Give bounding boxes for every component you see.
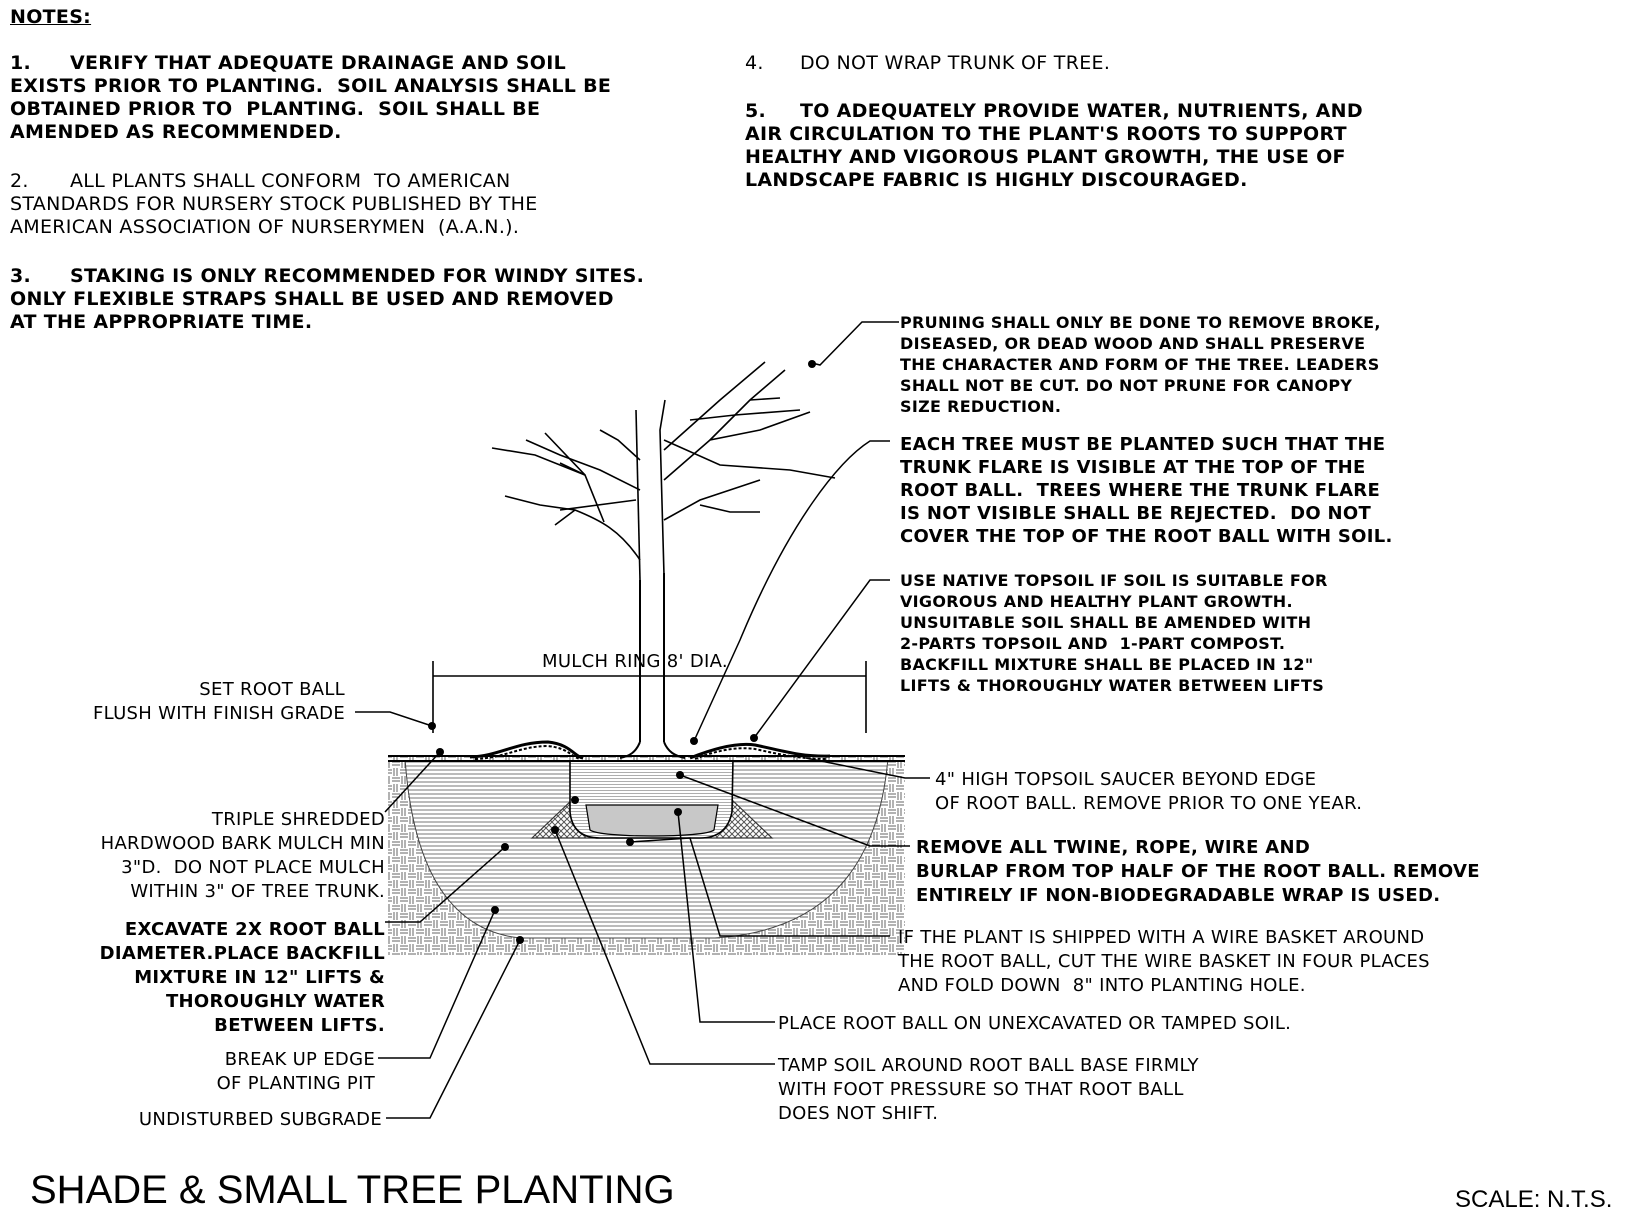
callout-line: WITHIN 3" OF TREE TRUNK. [130,881,385,902]
note-line: DO NOT WRAP TRUNK OF TREE. [800,52,1111,74]
callout-line: TAMP SOIL AROUND ROOT BALL BASE FIRMLY [778,1055,1199,1076]
callout-line: LIFTS & THOROUGHLY WATER BETWEEN LIFTS [900,676,1325,695]
callout-line: WITH FOOT PRESSURE SO THAT ROOT BALL [778,1079,1184,1100]
callout-line: BREAK UP EDGE [224,1049,375,1070]
callout-line: THE CHARACTER AND FORM OF THE TREE. LEADERS [900,355,1380,374]
note-number: 2. [10,170,29,192]
callout-line: TRIPLE SHREDDED [211,809,385,830]
callout-line: DOES NOT SHIFT. [778,1103,939,1124]
callout-line: VIGOROUS AND HEALTHY PLANT GROWTH. [900,592,1293,611]
callout-line: IF THE PLANT IS SHIPPED WITH A WIRE BASKET AROUND [898,927,1425,948]
callout-line: TRUNK FLARE IS VISIBLE AT THE TOP OF THE [900,457,1366,478]
note-number: 1. [10,52,32,74]
note-line: ONLY FLEXIBLE STRAPS SHALL BE USED AND REMOVED [10,288,614,310]
callout-line: COVER THE TOP OF THE ROOT BALL WITH SOIL. [900,526,1393,547]
note-line: STANDARDS FOR NURSERY STOCK PUBLISHED BY THE [10,193,538,215]
mulch-ring-label: MULCH RING 8' DIA. [542,651,728,672]
callout-line: OF ROOT BALL. REMOVE PRIOR TO ONE YEAR. [935,793,1363,814]
callout-line: DISEASED, OR DEAD WOOD AND SHALL PRESERVE [900,334,1366,353]
note-number: 3. [10,265,32,287]
callout-line: THOROUGHLY WATER [165,991,385,1012]
callout-line: 2-PARTS TOPSOIL AND 1-PART COMPOST. [900,634,1286,653]
callout-line: HARDWOOD BARK MULCH MIN [100,833,385,854]
callout-line: THE ROOT BALL, CUT THE WIRE BASKET IN FOUR PLACES [898,951,1430,972]
tree-branches [492,362,835,580]
callout-line: BACKFILL MIXTURE SHALL BE PLACED IN 12" [900,655,1314,674]
note-line: HEALTHY AND VIGOROUS PLANT GROWTH, THE USE OF [745,146,1346,168]
callout-line: BURLAP FROM TOP HALF OF THE ROOT BALL. REMOVE [916,861,1480,882]
scale-label: SCALE: N.T.S. [1455,1186,1613,1213]
callout-line: BETWEEN LIFTS. [214,1015,385,1036]
note-line: AMENDED AS RECOMMENDED. [10,121,342,143]
callout-line: 3"D. DO NOT PLACE MULCH [121,857,385,878]
note-line: AMERICAN ASSOCIATION OF NURSERYMEN (A.A.N.). [10,216,520,238]
callout-line: SET ROOT BALL [199,679,345,700]
callout-line: REMOVE ALL TWINE, ROPE, WIRE AND [916,837,1311,858]
note-line: ALL PLANTS SHALL CONFORM TO AMERICAN [70,170,511,192]
callout-place-root-ball: PLACE ROOT BALL ON UNEXCAVATED OR TAMPED SOIL. [778,1013,1292,1034]
callout-line: ENTIRELY IF NON-BIODEGRADABLE WRAP IS USED. [916,885,1441,906]
callout-line: DIAMETER.PLACE BACKFILL [99,943,385,964]
note-number: 4. [745,52,764,74]
callout-line: IS NOT VISIBLE SHALL BE REJECTED. DO NOT [900,503,1372,524]
note-line: VERIFY THAT ADEQUATE DRAINAGE AND SOIL [70,52,567,74]
note-line: TO ADEQUATELY PROVIDE WATER, NUTRIENTS, AND [800,100,1363,122]
drawing-title: SHADE & SMALL TREE PLANTING [30,1168,675,1212]
note-number: 5. [745,100,767,122]
callout-line: 4" HIGH TOPSOIL SAUCER BEYOND EDGE [935,769,1317,790]
callout-line: FLUSH WITH FINISH GRADE [93,703,345,724]
callout-line: USE NATIVE TOPSOIL IF SOIL IS SUITABLE FOR [900,571,1328,590]
callout-line: ROOT BALL. TREES WHERE THE TRUNK FLARE [900,480,1381,501]
leader-lines [355,322,930,1118]
callout-subgrade: UNDISTURBED SUBGRADE [138,1109,382,1130]
callout-line: MIXTURE IN 12" LIFTS & [134,967,385,988]
root-ball-lower [586,805,718,836]
note-line: OBTAINED PRIOR TO PLANTING. SOIL SHALL BE [10,98,541,120]
callout-line: OF PLANTING PIT [216,1073,375,1094]
callout-line: EACH TREE MUST BE PLANTED SUCH THAT THE [900,434,1386,455]
callout-line: SHALL NOT BE CUT. DO NOT PRUNE FOR CANOPY [900,376,1353,395]
note-line: AIR CIRCULATION TO THE PLANT'S ROOTS TO SUPPORT [745,123,1347,145]
note-line: EXISTS PRIOR TO PLANTING. SOIL ANALYSIS SHALL BE [10,75,612,97]
notes-heading: NOTES: [10,6,92,28]
note-line: STAKING IS ONLY RECOMMENDED FOR WINDY SITES. [70,265,645,287]
callout-line: EXCAVATE 2X ROOT BALL [124,919,385,940]
note-line: LANDSCAPE FABRIC IS HIGHLY DISCOURAGED. [745,169,1248,191]
callout-line: UNSUITABLE SOIL SHALL BE AMENDED WITH [900,613,1312,632]
callout-line: SIZE REDUCTION. [900,397,1062,416]
callout-line: AND FOLD DOWN 8" INTO PLANTING HOLE. [898,975,1306,996]
callout-line: PRUNING SHALL ONLY BE DONE TO REMOVE BROKE, [900,313,1381,332]
note-line: AT THE APPROPRIATE TIME. [10,311,313,333]
